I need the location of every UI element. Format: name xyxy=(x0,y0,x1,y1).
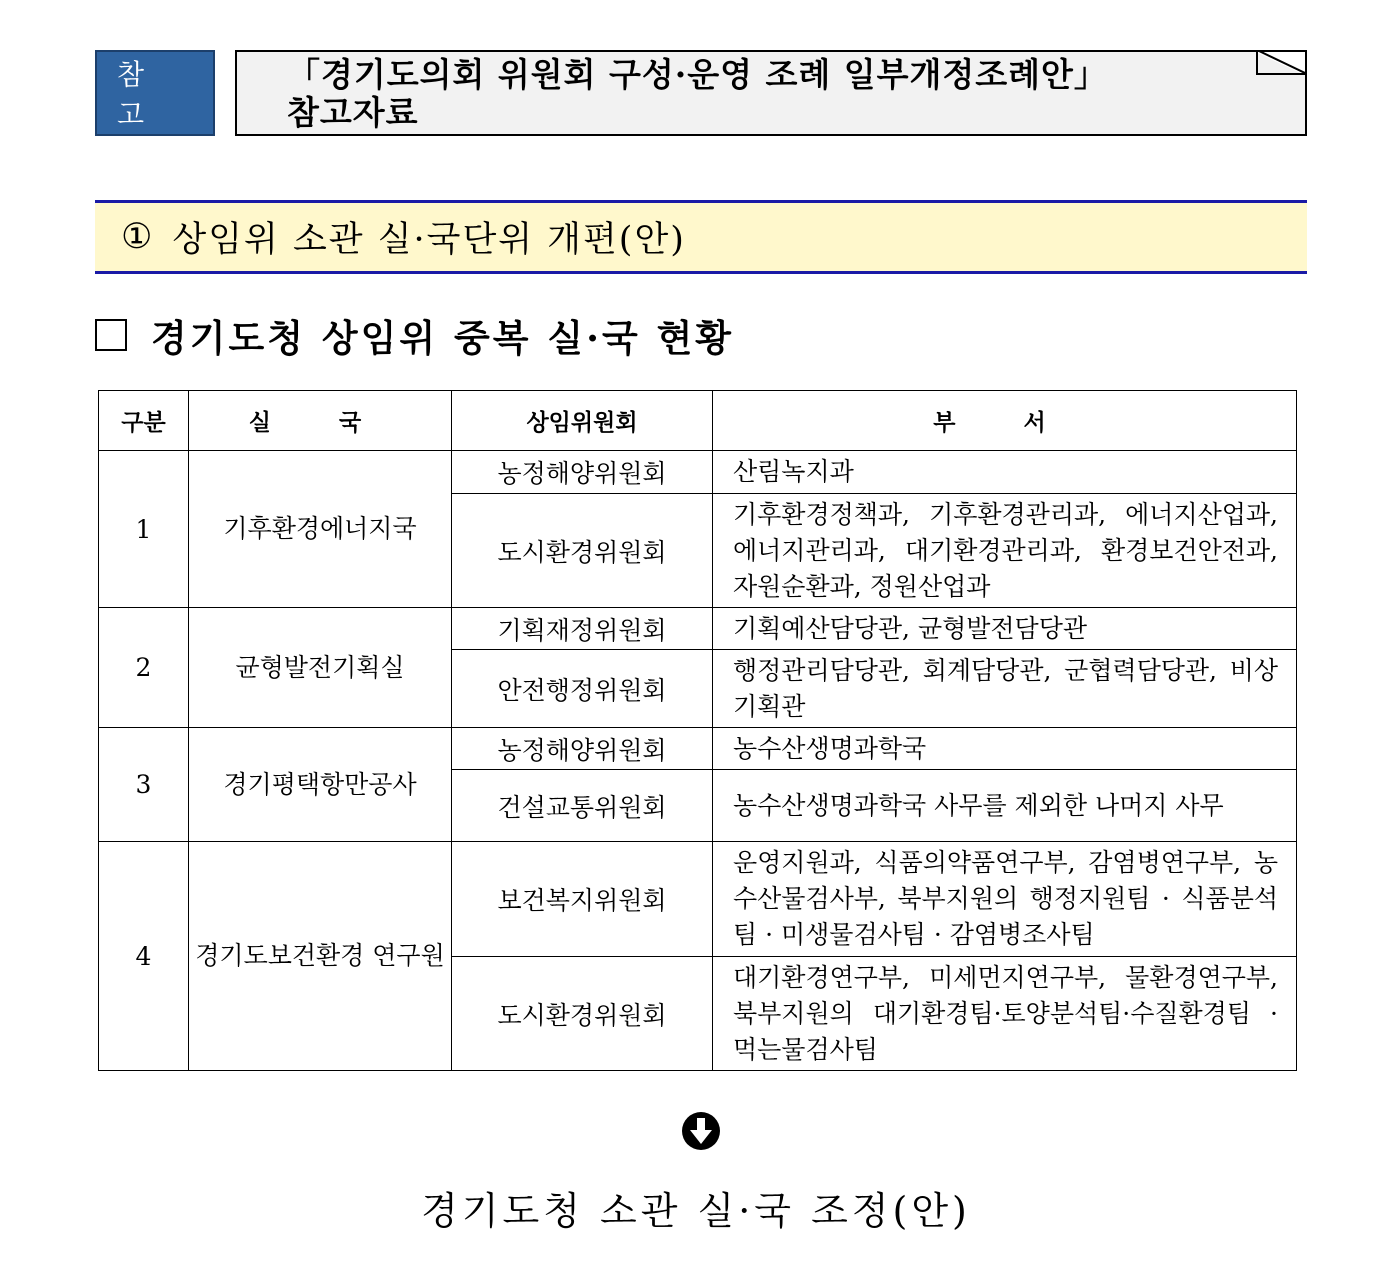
document-title-box xyxy=(235,50,1307,136)
org-name: 균형발전기획실 xyxy=(189,608,452,728)
row-number: 4 xyxy=(99,842,189,1071)
header-silguk: 실 국 xyxy=(189,391,452,451)
committee-name: 농정해양위원회 xyxy=(452,451,713,494)
header-departments: 부 서 xyxy=(713,391,1297,451)
row-number: 2 xyxy=(99,608,189,728)
committee-name: 기획재정위원회 xyxy=(452,608,713,650)
conclusion-text: 경기도청 소관 실·국 조정(안) xyxy=(421,1189,971,1233)
table-row xyxy=(99,608,1297,650)
page-fold-icon xyxy=(1251,50,1307,76)
row-number: 3 xyxy=(99,728,189,842)
header-committee: 상임위원회 xyxy=(452,391,713,451)
committee-name: 도시환경위원회 xyxy=(452,494,713,608)
table-header-row xyxy=(99,391,1297,451)
section-heading xyxy=(95,200,1307,274)
department-list: 기후환경정책과, 기후환경관리과, 에너지산업과, 에너지관리과, 대기환경관리과, 환경보건안전과, 자원순환과, 정원산업과 xyxy=(713,494,1297,608)
org-name: 경기도보건환경 연구원 xyxy=(189,842,452,1071)
reference-badge: 참 고 xyxy=(95,50,215,136)
department-list: 농수산생명과학국 xyxy=(713,728,1297,770)
department-list: 대기환경연구부, 미세먼지연구부, 물환경연구부, 북부지원의 대기환경팀·토양분석팀·수질환경팀 · 먹는물검사팀 xyxy=(713,957,1297,1071)
department-list: 산림녹지과 xyxy=(713,451,1297,494)
department-list: 운영지원과, 식품의약품연구부, 감염병연구부, 농수산물검사부, 북부지원의 행정지원팀 · 식품분석팀 · 미생물검사팀 · 감염병조사팀 xyxy=(713,842,1297,957)
committee-name: 도시환경위원회 xyxy=(452,957,713,1071)
table-row xyxy=(99,842,1297,957)
org-name: 경기평택항만공사 xyxy=(189,728,452,842)
section-title: 상임위 소관 실·국단위 개편(안) xyxy=(172,220,686,260)
committee-name: 보건복지위원회 xyxy=(452,842,713,957)
header-gubun: 구분 xyxy=(99,391,189,451)
subheading-text: 경기도청 상임위 중복 실·국 현황 xyxy=(151,316,735,360)
section-number: ① xyxy=(121,217,155,257)
table-row xyxy=(99,728,1297,770)
checkbox-icon xyxy=(95,319,127,351)
table-row xyxy=(99,451,1297,494)
department-list: 농수산생명과학국 사무를 제외한 나머지 사무 xyxy=(713,770,1297,842)
committee-name: 농정해양위원회 xyxy=(452,728,713,770)
committee-name: 안전행정위원회 xyxy=(452,650,713,728)
row-number: 1 xyxy=(99,451,189,608)
committee-name: 건설교통위원회 xyxy=(452,770,713,842)
department-list: 행정관리담당관, 회계담당관, 군협력담당관, 비상기획관 xyxy=(713,650,1297,728)
department-table xyxy=(98,390,1297,1071)
org-name: 기후환경에너지국 xyxy=(189,451,452,608)
down-arrow-circle-icon xyxy=(681,1111,721,1151)
document-title: 「경기도의회 위원회 구성·운영 조례 일부개정조례안」 참고자료 xyxy=(287,55,1108,132)
department-list: 기획예산담당관, 균형발전담당관 xyxy=(713,608,1297,650)
subheading xyxy=(95,308,734,362)
